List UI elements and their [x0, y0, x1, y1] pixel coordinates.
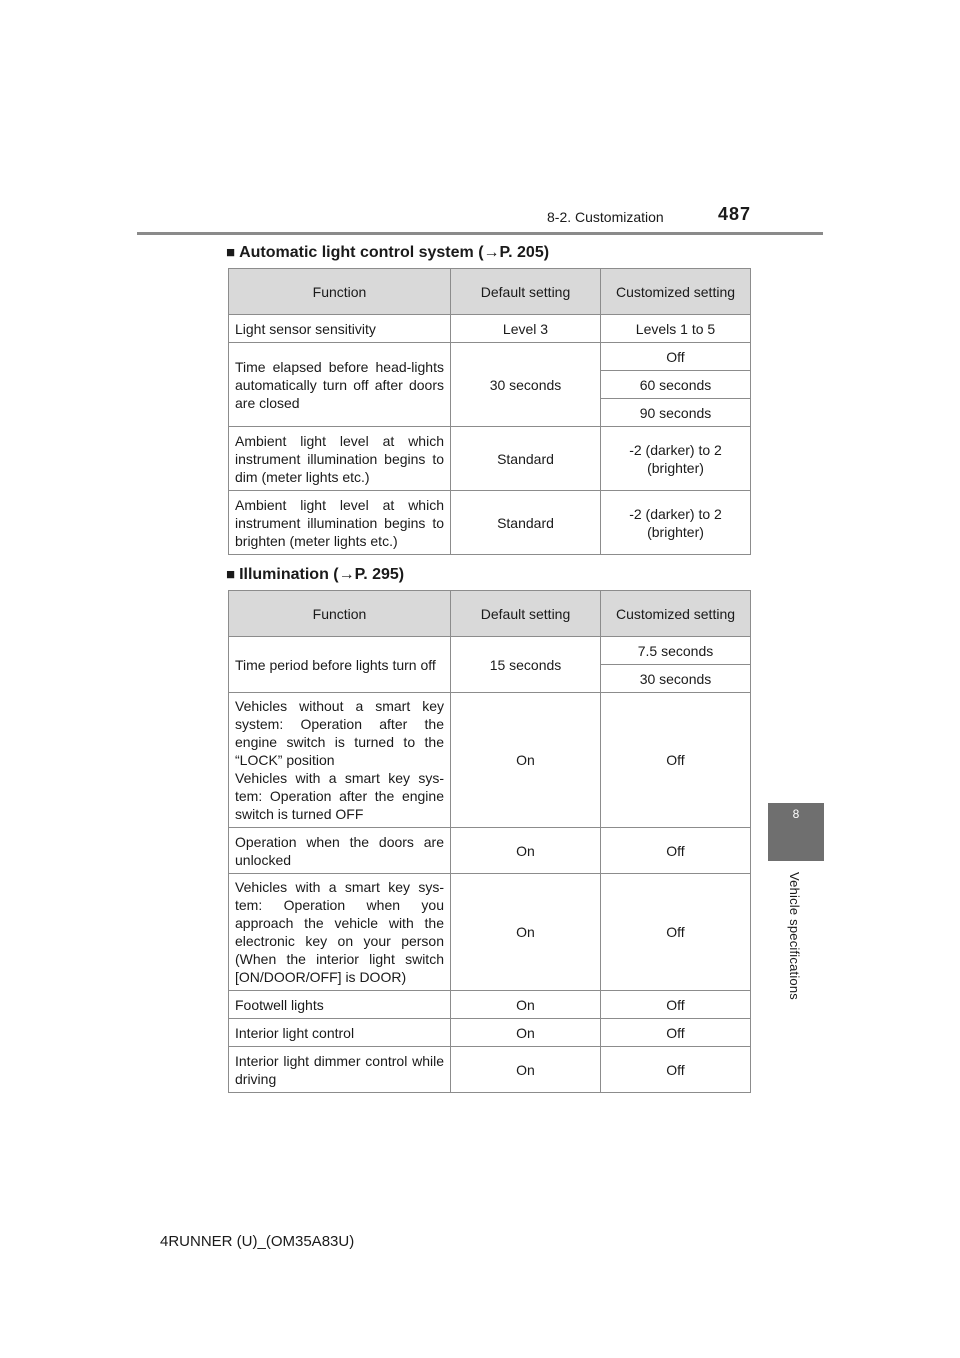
customized-cell: Levels 1 to 5	[601, 315, 751, 343]
table-row	[229, 991, 751, 1019]
function-cell: Vehicles with a smart key sys-tem: Operation when you approach the vehicle with the electronic key on your person (When the interior light switch [ON/DOOR/OFF] is DOOR)	[229, 874, 451, 991]
column-header: Customized setting	[601, 269, 751, 315]
column-header: Function	[229, 269, 451, 315]
customized-cell: Off	[601, 1019, 751, 1047]
automatic-light-table	[228, 268, 751, 555]
default-cell: On	[451, 693, 601, 828]
customized-cell: 90 seconds	[601, 399, 751, 427]
function-cell: Vehicles without a smart key system: Operation after the engine switch is turned to the “LOCK” position Vehicles with a smart key sys-tem: Operation after the engine switch is turned OFF	[229, 693, 451, 828]
column-header: Function	[229, 591, 451, 637]
chapter-tab	[768, 803, 824, 861]
customized-cell: 7.5 seconds	[601, 637, 751, 665]
customized-cell: Off	[601, 343, 751, 371]
function-cell: Ambient light level at which instrument illumination begins to brighten (meter lights etc.)	[229, 491, 451, 555]
function-cell: Interior light control	[229, 1019, 451, 1047]
customized-cell: Off	[601, 1047, 751, 1093]
table-row	[229, 693, 751, 828]
function-cell: Footwell lights	[229, 991, 451, 1019]
section-heading-text: Illumination (→P. 295)	[239, 566, 405, 583]
square-bullet-icon: ■	[226, 244, 236, 261]
chapter-label: Vehicle specifications	[787, 872, 802, 1000]
function-cell: Time period before lights turn off	[229, 637, 451, 693]
customized-cell: -2 (darker) to 2 (brighter)	[601, 491, 751, 555]
default-cell: Standard	[451, 427, 601, 491]
chapter-number: 8	[792, 807, 800, 821]
column-header: Customized setting	[601, 591, 751, 637]
section-heading-illumination	[226, 566, 404, 584]
section-heading-automatic-light	[226, 244, 549, 262]
table-row	[229, 1047, 751, 1093]
default-cell: On	[451, 991, 601, 1019]
table-row	[229, 315, 751, 343]
customized-cell: Off	[601, 828, 751, 874]
customized-cell: 60 seconds	[601, 371, 751, 399]
document-footer: 4RUNNER (U)_(OM35A83U)	[160, 1233, 355, 1250]
default-cell: Standard	[451, 491, 601, 555]
section-title: 8-2. Customization	[547, 209, 664, 225]
illumination-table	[228, 590, 751, 1093]
default-cell: On	[451, 1047, 601, 1093]
default-cell: On	[451, 874, 601, 991]
default-cell: 30 seconds	[451, 343, 601, 427]
table-row	[229, 427, 751, 491]
table-header-row	[229, 591, 751, 637]
table-row	[229, 491, 751, 555]
function-cell: Time elapsed before head-lights automatically turn off after doors are closed	[229, 343, 451, 427]
table-row	[229, 343, 751, 371]
table-row	[229, 1019, 751, 1047]
customized-cell: Off	[601, 874, 751, 991]
page-number: 487	[718, 204, 752, 224]
table-row	[229, 828, 751, 874]
function-cell: Ambient light level at which instrument illumination begins to dim (meter lights etc.)	[229, 427, 451, 491]
default-cell: On	[451, 828, 601, 874]
column-header: Default setting	[451, 269, 601, 315]
function-cell: Operation when the doors are unlocked	[229, 828, 451, 874]
section-heading-text: Automatic light control system (→P. 205)	[239, 244, 550, 261]
table-row	[229, 637, 751, 665]
default-cell: On	[451, 1019, 601, 1047]
square-bullet-icon: ■	[226, 566, 236, 583]
default-cell: 15 seconds	[451, 637, 601, 693]
function-cell: Interior light dimmer control while driving	[229, 1047, 451, 1093]
function-cell: Light sensor sensitivity	[229, 315, 451, 343]
default-cell: Level 3	[451, 315, 601, 343]
column-header: Default setting	[451, 591, 601, 637]
table-row	[229, 874, 751, 991]
customized-cell: 30 seconds	[601, 665, 751, 693]
header-divider	[137, 232, 823, 235]
customized-cell: Off	[601, 693, 751, 828]
customized-cell: Off	[601, 991, 751, 1019]
table-header-row	[229, 269, 751, 315]
customized-cell: -2 (darker) to 2 (brighter)	[601, 427, 751, 491]
